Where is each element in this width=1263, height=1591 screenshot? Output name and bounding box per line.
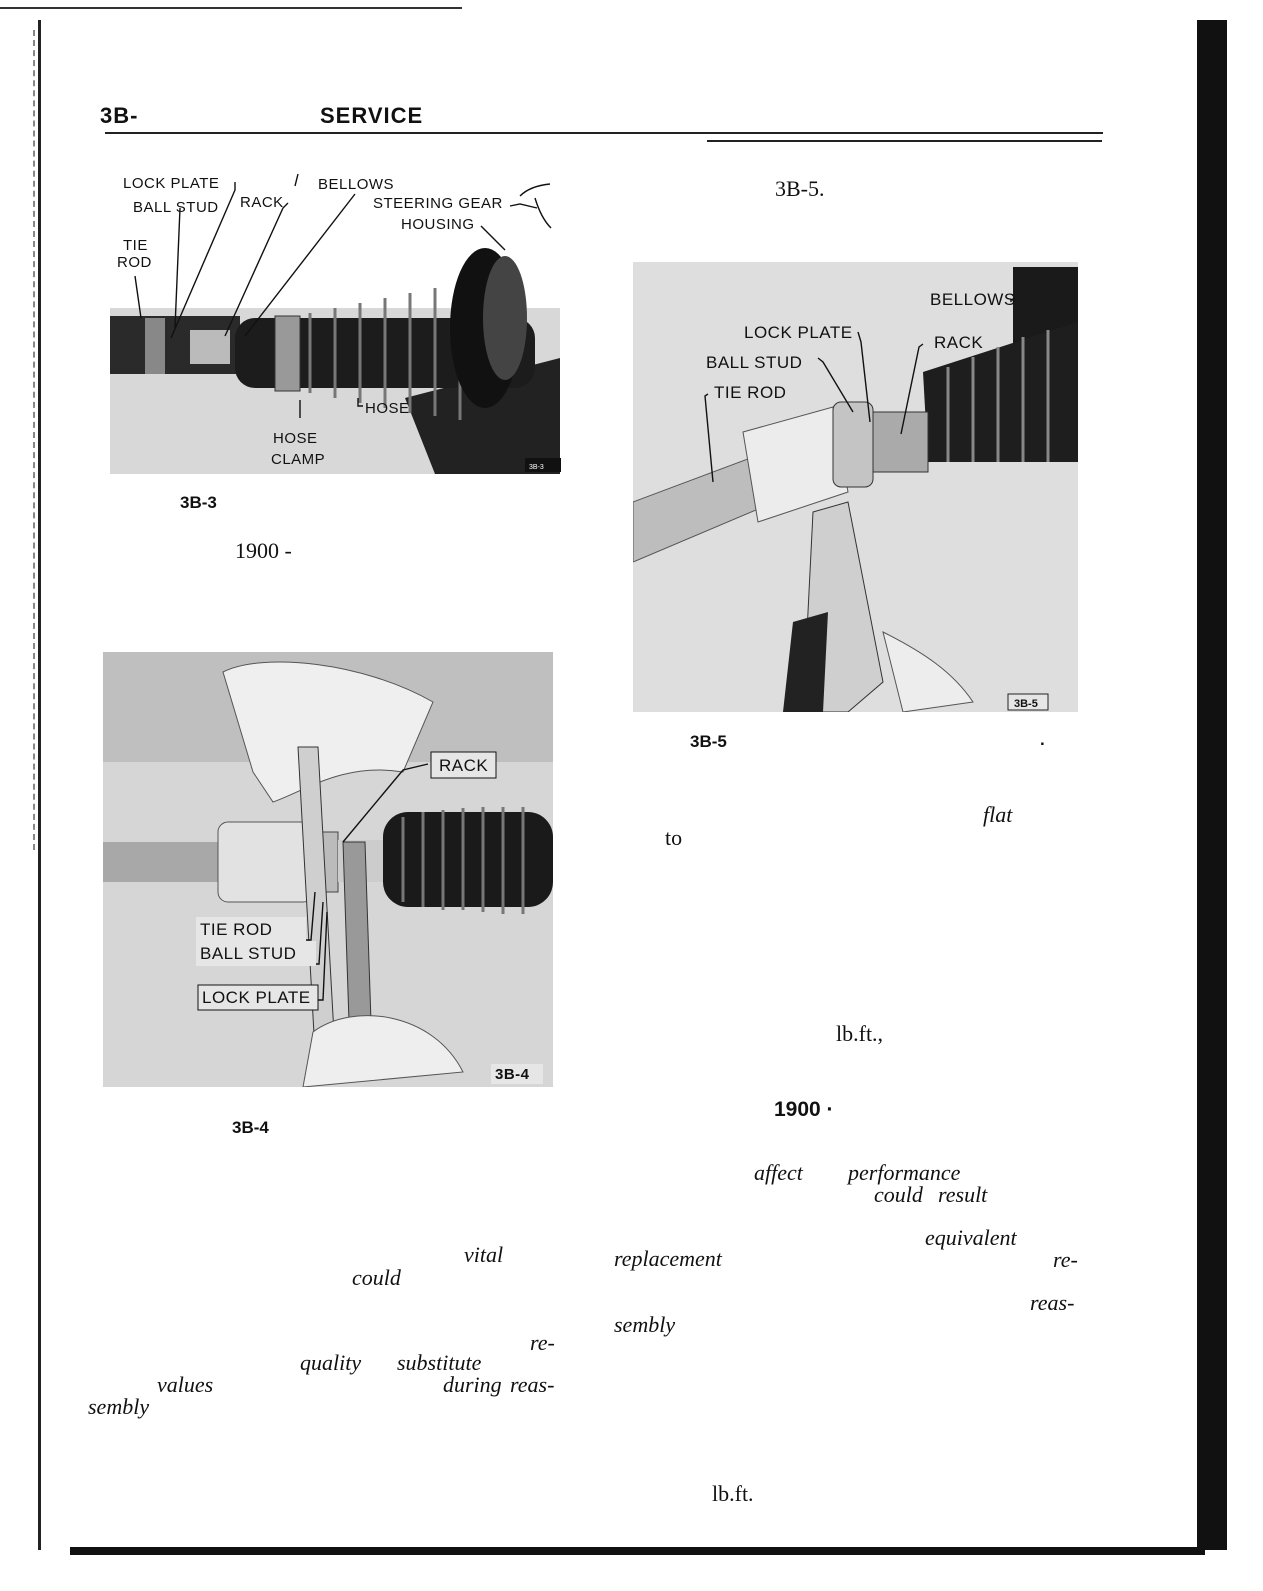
label-lock-plate: LOCK PLATE — [123, 175, 220, 192]
label-rod: ROD — [117, 254, 152, 271]
caption-3b5-dot: . — [1040, 730, 1045, 749]
text-during: during — [443, 1372, 502, 1397]
text-lbft-1: lb.ft., — [836, 1021, 884, 1046]
figure-tag-3b4: 3B-4 — [495, 1066, 530, 1083]
text-sembly-right: sembly — [614, 1312, 676, 1337]
label-lock-plate-3b4: LOCK PLATE — [202, 988, 311, 1007]
text-vital: vital — [464, 1242, 504, 1267]
text-1900: 1900 · — [774, 1098, 834, 1121]
text-re-right: re- — [1053, 1247, 1078, 1272]
left-scan-edge — [33, 30, 37, 850]
label-tie-rod-3b5: TIE ROD — [714, 383, 787, 402]
text-reas-left: reas- — [510, 1372, 555, 1397]
text-re-left: re- — [530, 1330, 555, 1355]
text-lbft-2: lb.ft. — [712, 1481, 754, 1506]
left-binding-edge — [38, 20, 41, 1550]
text-replacement: replacement — [614, 1246, 722, 1271]
caption-3b5: 3B-5 — [690, 732, 727, 751]
figure-tag-3b5: 3B-5 — [1014, 698, 1038, 710]
label-lock-plate-3b5: LOCK PLATE — [744, 323, 853, 342]
figure-3b3 — [105, 168, 563, 474]
label-rack: RACK — [240, 194, 284, 211]
text-quality: quality — [300, 1350, 362, 1375]
text-to: to — [665, 825, 683, 850]
label-ball-stud-3b5: BALL STUD — [706, 353, 803, 372]
section-number: 3B- — [100, 103, 139, 128]
label-tie: TIE — [123, 237, 148, 254]
figure-3b5 — [633, 262, 1078, 712]
label-bellows-3b5: BELLOWS — [930, 290, 1016, 309]
figure-ref-3b5: 3B-5. — [775, 176, 825, 201]
text-sembly-left: sembly — [88, 1394, 150, 1419]
label-hose-clamp-1: HOSE — [273, 430, 318, 447]
label-rack-3b4: RACK — [439, 756, 489, 775]
page-title: SERVICE — [320, 103, 424, 128]
text-affect: affect — [754, 1160, 803, 1185]
right-scan-border — [1197, 20, 1227, 1550]
figure-3b4 — [103, 652, 553, 1087]
label-hose-clamp-2: CLAMP — [271, 451, 326, 468]
figure-tag-3b3: 3B-3 — [529, 464, 544, 471]
text-flat: flat — [983, 802, 1013, 827]
label-rack-3b5: RACK — [934, 333, 984, 352]
label-hose: HOSE — [365, 400, 410, 417]
label-tie-rod-3b4: TIE ROD — [200, 920, 273, 939]
bottom-scan-border — [70, 1547, 1205, 1555]
caption-3b3: 3B-3 — [180, 493, 217, 512]
text-values: values — [157, 1372, 214, 1397]
header-rule — [105, 132, 1103, 134]
text-could-left: could — [352, 1265, 401, 1290]
text-equivalent: equivalent — [925, 1225, 1017, 1250]
subtext-1900: 1900 - — [235, 538, 292, 563]
label-ball-stud-3b4: BALL STUD — [200, 944, 297, 963]
label-bellows: BELLOWS — [318, 176, 395, 193]
text-result: result — [938, 1182, 988, 1207]
top-scan-line — [0, 7, 462, 9]
text-substitute: substitute — [397, 1350, 482, 1375]
label-ball-stud: BALL STUD — [133, 199, 219, 216]
caption-3b4: 3B-4 — [232, 1118, 269, 1137]
label-steering-gear: STEERING GEAR — [373, 195, 503, 212]
text-could-right: could — [874, 1182, 923, 1207]
label-housing: HOUSING — [401, 216, 475, 233]
text-reas-right: reas- — [1030, 1290, 1075, 1315]
text-performance: performance — [848, 1160, 961, 1185]
header-rule-right — [707, 140, 1102, 142]
